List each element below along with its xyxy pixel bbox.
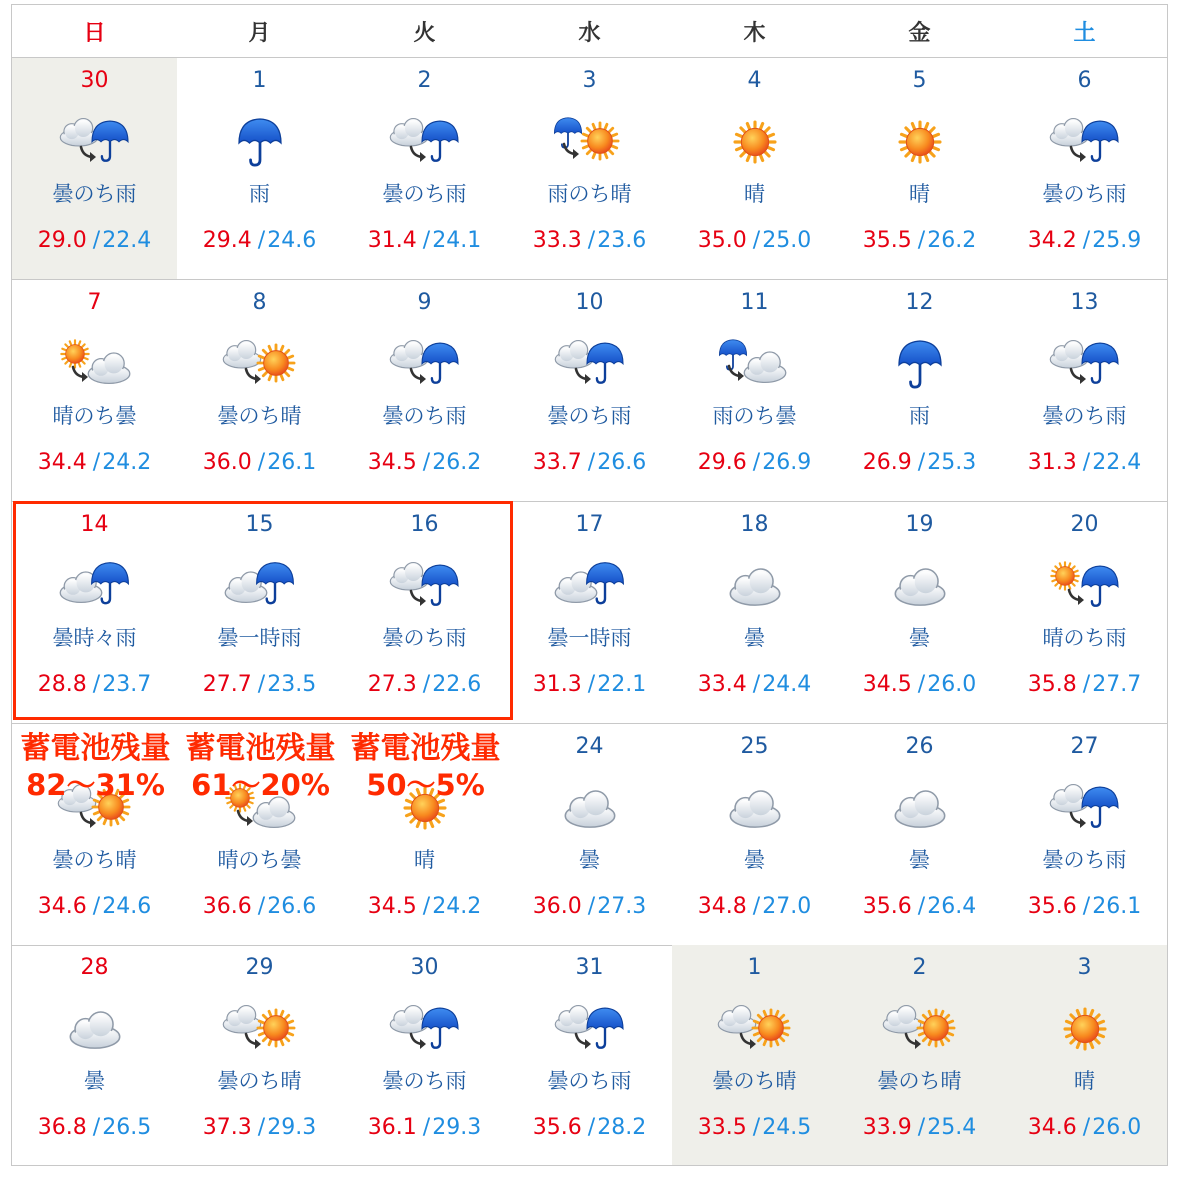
day-number: 3 (1077, 955, 1092, 980)
day-cell[interactable] (12, 945, 177, 1165)
rain-then-sun-icon (550, 114, 630, 168)
weather-calendar (11, 4, 1168, 1166)
weather-condition: 曇のち雨 (382, 182, 467, 206)
low-temp: 27.7 (1092, 672, 1142, 697)
day-cell[interactable] (507, 945, 672, 1165)
weather-condition: 雨 (249, 182, 270, 206)
weekday-6: 土 (1073, 20, 1096, 46)
day-number: 24 (575, 734, 604, 759)
weekday-header (12, 5, 1167, 58)
weather-condition: 曇 (909, 626, 930, 650)
day-cell[interactable] (177, 58, 342, 279)
temperature-range (342, 672, 507, 697)
day-cell[interactable] (837, 280, 1002, 501)
day-cell[interactable] (1002, 724, 1167, 945)
cloud-icon (880, 558, 960, 612)
weather-condition: 曇のち晴 (712, 1069, 797, 1093)
cloud-then-rain-icon (1045, 114, 1125, 168)
cloud-sometimes-rain-icon (550, 558, 630, 612)
cloud-icon (715, 558, 795, 612)
temp-separator: / (257, 450, 266, 475)
day-number: 16 (410, 512, 439, 537)
low-temp: 24.6 (267, 228, 317, 253)
weather-condition: 曇 (744, 848, 765, 872)
day-cell[interactable] (12, 58, 177, 279)
weather-condition: 曇 (744, 626, 765, 650)
high-temp: 36.1 (367, 1115, 417, 1140)
day-number: 29 (245, 955, 274, 980)
low-temp: 25.4 (927, 1115, 977, 1140)
cloud-then-sun-icon (715, 1001, 795, 1055)
cloud-then-rain-icon (550, 336, 630, 390)
weather-condition: 曇のち雨 (382, 626, 467, 650)
day-cell[interactable] (1002, 58, 1167, 279)
day-cell[interactable] (1002, 280, 1167, 501)
low-temp: 24.2 (102, 450, 152, 475)
weather-condition: 曇のち雨 (382, 1069, 467, 1093)
day-number: 6 (1077, 68, 1092, 93)
day-cell[interactable] (672, 945, 837, 1165)
cloud-then-rain-icon (55, 114, 135, 168)
high-temp: 34.5 (862, 672, 912, 697)
temperature-range (507, 894, 672, 919)
temp-separator: / (752, 1115, 761, 1140)
low-temp: 25.9 (1092, 228, 1142, 253)
cloud-icon (880, 780, 960, 834)
day-number: 10 (575, 290, 604, 315)
temperature-range (672, 672, 837, 697)
temperature-range (12, 1115, 177, 1140)
weekday-4: 木 (743, 20, 766, 46)
temperature-range (342, 1115, 507, 1140)
day-number: 5 (912, 68, 927, 93)
rain-icon (880, 336, 960, 390)
cloud-then-sun-icon (220, 336, 300, 390)
low-temp: 26.6 (267, 894, 317, 919)
weather-condition: 曇のち晴 (877, 1069, 962, 1093)
weekday-1: 月 (248, 20, 271, 46)
calendar-week-row (12, 280, 1167, 502)
day-number: 7 (87, 290, 102, 315)
day-number: 13 (1070, 290, 1099, 315)
day-number: 8 (252, 290, 267, 315)
day-number: 1 (747, 955, 762, 980)
temperature-range (12, 228, 177, 253)
weekday-3: 水 (578, 20, 601, 46)
weather-condition: 曇のち雨 (1042, 182, 1127, 206)
high-temp: 29.6 (697, 450, 747, 475)
low-temp: 27.3 (597, 894, 647, 919)
day-cell[interactable] (342, 502, 507, 723)
temp-separator: / (587, 1115, 596, 1140)
day-number: 12 (905, 290, 934, 315)
weather-condition: 曇 (909, 848, 930, 872)
low-temp: 24.1 (432, 228, 482, 253)
high-temp: 34.2 (1027, 228, 1077, 253)
weather-condition: 晴のち曇 (52, 404, 137, 428)
low-temp: 26.4 (927, 894, 977, 919)
high-temp: 31.4 (367, 228, 417, 253)
temperature-range (507, 1115, 672, 1140)
low-temp: 26.9 (762, 450, 812, 475)
high-temp: 33.3 (532, 228, 582, 253)
temp-separator: / (92, 672, 101, 697)
cloud-then-rain-icon (550, 1001, 630, 1055)
temperature-range (837, 672, 1002, 697)
temperature-range (177, 228, 342, 253)
low-temp: 26.0 (1092, 1115, 1142, 1140)
high-temp: 36.0 (532, 894, 582, 919)
temp-separator: / (257, 1115, 266, 1140)
day-cell[interactable] (507, 58, 672, 279)
temperature-range (1002, 450, 1167, 475)
temperature-range (12, 894, 177, 919)
temp-separator: / (92, 450, 101, 475)
temp-separator: / (587, 672, 596, 697)
cloud-then-rain-icon (385, 336, 465, 390)
high-temp: 36.8 (37, 1115, 87, 1140)
day-cell[interactable] (177, 280, 342, 501)
low-temp: 29.3 (267, 1115, 317, 1140)
cloud-then-rain-icon (385, 1001, 465, 1055)
sun-then-cloud-icon (55, 336, 135, 390)
temperature-range (12, 672, 177, 697)
temperature-range (672, 228, 837, 253)
weather-condition: 曇のち雨 (1042, 848, 1127, 872)
high-temp: 35.5 (862, 228, 912, 253)
temp-separator: / (422, 450, 431, 475)
temp-separator: / (752, 894, 761, 919)
temp-separator: / (1082, 894, 1091, 919)
day-cell[interactable] (672, 724, 837, 945)
day-cell[interactable] (12, 280, 177, 501)
cloud-icon (55, 1001, 135, 1055)
weather-condition: 晴 (1074, 1069, 1095, 1093)
temperature-range (672, 450, 837, 475)
high-temp: 35.6 (862, 894, 912, 919)
battery-note-3 (343, 730, 508, 804)
day-number: 1 (252, 68, 267, 93)
day-number: 18 (740, 512, 769, 537)
temp-separator: / (917, 894, 926, 919)
weekday-2: 火 (413, 20, 436, 46)
cloud-sometimes-rain-icon (220, 558, 300, 612)
temp-separator: / (422, 228, 431, 253)
weather-condition: 曇時々雨 (52, 626, 137, 650)
weather-condition: 雨のち曇 (712, 404, 797, 428)
calendar-week-row (12, 58, 1167, 280)
temperature-range (837, 228, 1002, 253)
battery-note-range: 50〜5% (366, 768, 485, 802)
temperature-range (1002, 1115, 1167, 1140)
temperature-range (342, 894, 507, 919)
low-temp: 29.3 (432, 1115, 482, 1140)
low-temp: 28.2 (597, 1115, 647, 1140)
day-number: 20 (1070, 512, 1099, 537)
weather-condition: 曇 (84, 1069, 105, 1093)
high-temp: 36.6 (202, 894, 252, 919)
weather-condition: 曇のち雨 (52, 182, 137, 206)
temperature-range (177, 1115, 342, 1140)
day-cell[interactable] (672, 280, 837, 501)
day-cell[interactable] (672, 58, 837, 279)
day-cell[interactable] (837, 502, 1002, 723)
high-temp: 35.6 (1027, 894, 1077, 919)
low-temp: 26.1 (267, 450, 317, 475)
high-temp: 33.9 (862, 1115, 912, 1140)
weather-condition: 晴 (909, 182, 930, 206)
high-temp: 34.4 (37, 450, 87, 475)
high-temp: 35.8 (1027, 672, 1077, 697)
high-temp: 33.4 (697, 672, 747, 697)
low-temp: 27.0 (762, 894, 812, 919)
cloud-then-rain-icon (385, 558, 465, 612)
day-cell[interactable] (177, 945, 342, 1165)
day-cell[interactable] (1002, 945, 1167, 1165)
temp-separator: / (587, 228, 596, 253)
low-temp: 24.4 (762, 672, 812, 697)
cloud-then-rain-icon (1045, 336, 1125, 390)
high-temp: 29.0 (37, 228, 87, 253)
temp-separator: / (422, 672, 431, 697)
temp-separator: / (92, 1115, 101, 1140)
weather-condition: 晴 (414, 848, 435, 872)
low-temp: 26.6 (597, 450, 647, 475)
temperature-range (177, 672, 342, 697)
low-temp: 26.2 (927, 228, 977, 253)
cloud-then-rain-icon (1045, 780, 1125, 834)
rain-icon (220, 114, 300, 168)
low-temp: 24.5 (762, 1115, 812, 1140)
weather-condition: 曇のち雨 (1042, 404, 1127, 428)
weather-condition: 曇のち晴 (52, 848, 137, 872)
high-temp: 26.9 (862, 450, 912, 475)
cloud-sometimes-rain-icon (55, 558, 135, 612)
day-cell[interactable] (177, 502, 342, 723)
temperature-range (672, 894, 837, 919)
temp-separator: / (1082, 672, 1091, 697)
cloud-then-sun-icon (220, 1001, 300, 1055)
high-temp: 28.8 (37, 672, 87, 697)
low-temp: 26.5 (102, 1115, 152, 1140)
day-number: 15 (245, 512, 274, 537)
temp-separator: / (917, 450, 926, 475)
temp-separator: / (1082, 228, 1091, 253)
temp-separator: / (1082, 450, 1091, 475)
day-number: 14 (80, 512, 109, 537)
battery-note-range: 82〜31% (26, 768, 165, 802)
day-cell[interactable] (837, 58, 1002, 279)
temperature-range (837, 1115, 1002, 1140)
sun-icon (715, 114, 795, 168)
low-temp: 23.6 (597, 228, 647, 253)
day-cell[interactable] (837, 945, 1002, 1165)
weekday-0: 日 (83, 20, 106, 46)
low-temp: 23.7 (102, 672, 152, 697)
weather-condition: 曇のち雨 (382, 404, 467, 428)
battery-note-title: 蓄電池残量 (20, 731, 171, 766)
high-temp: 31.3 (1027, 450, 1077, 475)
day-number: 25 (740, 734, 769, 759)
low-temp: 22.4 (1092, 450, 1142, 475)
day-cell[interactable] (1002, 502, 1167, 723)
temp-separator: / (92, 894, 101, 919)
day-cell[interactable] (507, 724, 672, 945)
low-temp: 22.1 (597, 672, 647, 697)
temp-separator: / (422, 1115, 431, 1140)
day-number: 11 (740, 290, 769, 315)
low-temp: 26.0 (927, 672, 977, 697)
weather-condition: 晴のち曇 (217, 848, 302, 872)
temp-separator: / (257, 672, 266, 697)
low-temp: 24.2 (432, 894, 482, 919)
high-temp: 37.3 (202, 1115, 252, 1140)
day-number: 3 (582, 68, 597, 93)
weather-condition: 晴のち雨 (1042, 626, 1127, 650)
weather-condition: 雨のち晴 (547, 182, 632, 206)
temperature-range (837, 894, 1002, 919)
weather-condition: 曇一時雨 (217, 626, 302, 650)
day-number: 26 (905, 734, 934, 759)
battery-note-2 (178, 730, 343, 804)
temp-separator: / (917, 672, 926, 697)
cloud-then-sun-icon (880, 1001, 960, 1055)
temp-separator: / (587, 450, 596, 475)
temperature-range (342, 228, 507, 253)
low-temp: 26.1 (1092, 894, 1142, 919)
high-temp: 34.6 (37, 894, 87, 919)
temperature-range (177, 894, 342, 919)
high-temp: 34.6 (1027, 1115, 1077, 1140)
calendar-week-row (12, 502, 1167, 724)
temperature-range (507, 228, 672, 253)
temp-separator: / (752, 672, 761, 697)
temperature-range (1002, 228, 1167, 253)
high-temp: 33.5 (697, 1115, 747, 1140)
low-temp: 25.0 (762, 228, 812, 253)
temp-separator: / (917, 228, 926, 253)
weather-condition: 曇一時雨 (547, 626, 632, 650)
weather-condition: 曇のち雨 (547, 404, 632, 428)
high-temp: 27.3 (367, 672, 417, 697)
low-temp: 25.3 (927, 450, 977, 475)
high-temp: 35.0 (697, 228, 747, 253)
day-cell[interactable] (342, 58, 507, 279)
day-number: 2 (912, 955, 927, 980)
temp-separator: / (257, 228, 266, 253)
temperature-range (177, 450, 342, 475)
high-temp: 31.3 (532, 672, 582, 697)
temperature-range (507, 672, 672, 697)
day-number: 9 (417, 290, 432, 315)
temp-separator: / (1082, 1115, 1091, 1140)
day-number: 19 (905, 512, 934, 537)
day-number: 2 (417, 68, 432, 93)
high-temp: 34.5 (367, 450, 417, 475)
low-temp: 22.4 (102, 228, 152, 253)
day-number: 27 (1070, 734, 1099, 759)
temp-separator: / (257, 894, 266, 919)
temperature-range (507, 450, 672, 475)
weekday-5: 金 (908, 20, 931, 46)
low-temp: 23.5 (267, 672, 317, 697)
battery-note-1 (13, 730, 178, 804)
day-cell[interactable] (837, 724, 1002, 945)
day-number: 4 (747, 68, 762, 93)
day-number: 31 (575, 955, 604, 980)
battery-note-title: 蓄電池残量 (350, 731, 501, 766)
low-temp: 26.2 (432, 450, 482, 475)
high-temp: 35.6 (532, 1115, 582, 1140)
high-temp: 36.0 (202, 450, 252, 475)
temperature-range (342, 450, 507, 475)
weather-condition: 雨 (909, 404, 930, 428)
day-number: 30 (410, 955, 439, 980)
day-cell[interactable] (342, 280, 507, 501)
temperature-range (1002, 894, 1167, 919)
day-cell[interactable] (342, 945, 507, 1165)
high-temp: 34.8 (697, 894, 747, 919)
day-cell[interactable] (507, 280, 672, 501)
temp-separator: / (752, 228, 761, 253)
high-temp: 29.4 (202, 228, 252, 253)
battery-note-title: 蓄電池残量 (185, 731, 336, 766)
cloud-then-rain-icon (385, 114, 465, 168)
temp-separator: / (92, 228, 101, 253)
day-number: 30 (80, 68, 109, 93)
temp-separator: / (752, 450, 761, 475)
weather-condition: 晴 (744, 182, 765, 206)
weather-condition: 曇のち雨 (547, 1069, 632, 1093)
temperature-range (12, 450, 177, 475)
sun-icon (1045, 1001, 1125, 1055)
temp-separator: / (917, 1115, 926, 1140)
day-cell[interactable] (507, 502, 672, 723)
temperature-range (1002, 672, 1167, 697)
rain-then-cloud-icon (715, 336, 795, 390)
temp-separator: / (587, 894, 596, 919)
low-temp: 22.6 (432, 672, 482, 697)
high-temp: 33.7 (532, 450, 582, 475)
sun-icon (880, 114, 960, 168)
day-number: 17 (575, 512, 604, 537)
calendar-week-row (12, 945, 1167, 1165)
temperature-range (672, 1115, 837, 1140)
battery-note-range: 61〜20% (191, 768, 330, 802)
low-temp: 24.6 (102, 894, 152, 919)
sun-then-rain-icon (1045, 558, 1125, 612)
high-temp: 27.7 (202, 672, 252, 697)
weather-condition: 曇 (579, 848, 600, 872)
temperature-range (837, 450, 1002, 475)
high-temp: 34.5 (367, 894, 417, 919)
day-number: 28 (80, 955, 109, 980)
day-cell[interactable] (672, 502, 837, 723)
cloud-icon (550, 780, 630, 834)
temp-separator: / (422, 894, 431, 919)
weather-condition: 曇のち晴 (217, 1069, 302, 1093)
cloud-icon (715, 780, 795, 834)
day-cell[interactable] (12, 502, 177, 723)
weather-condition: 曇のち晴 (217, 404, 302, 428)
